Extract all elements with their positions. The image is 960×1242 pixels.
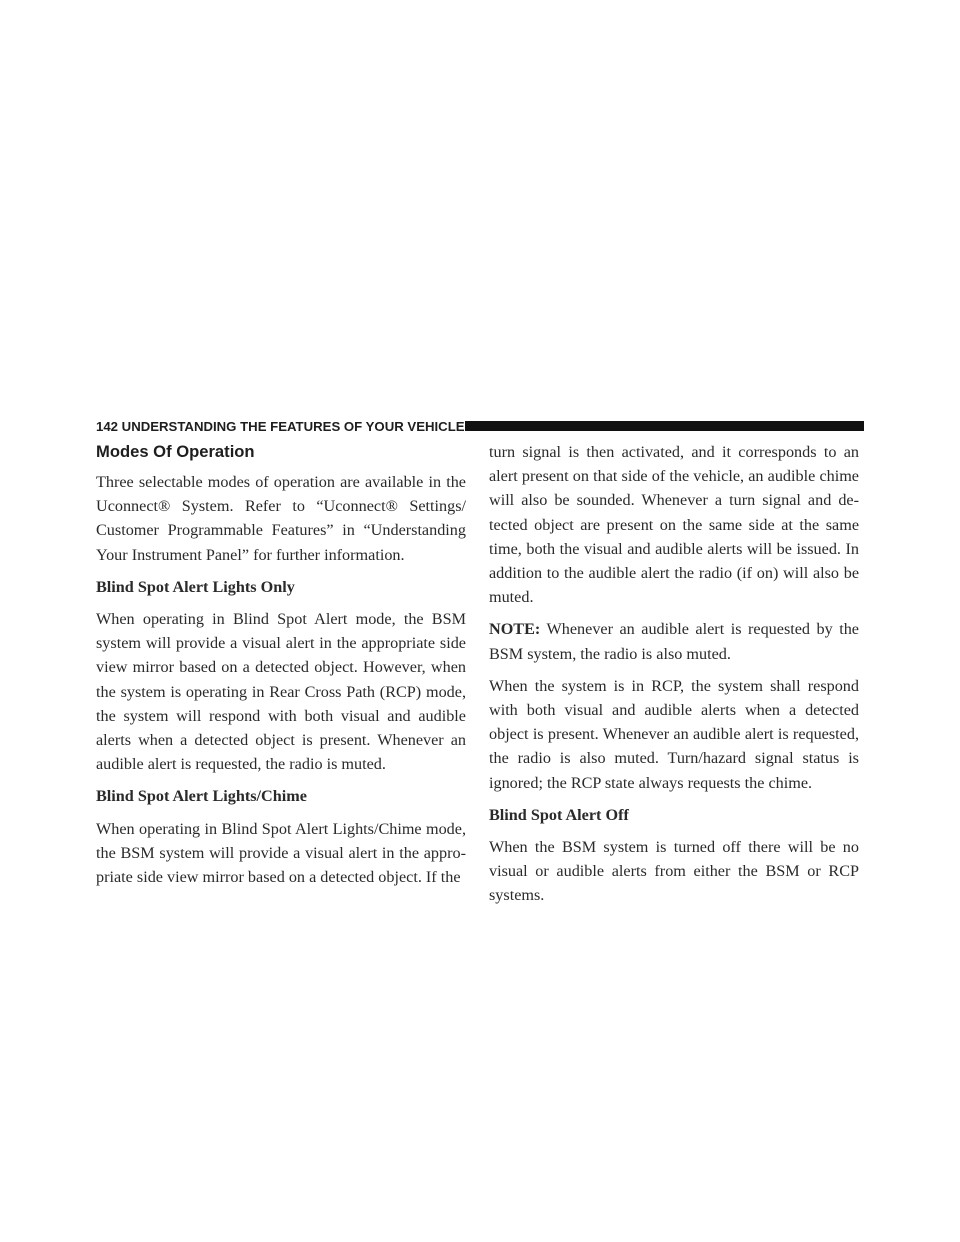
note-text: Whenever an audible alert is requested by the BSM system, the radio is also muted. bbox=[489, 620, 859, 663]
section-heading-modes-of-operation: Modes Of Operation bbox=[96, 442, 255, 461]
intro-paragraph: Three selectable modes of operation are available in the Uconnect® System. Refer to “Uconnect® Settings/ Customer Programmable Features” in “Understanding Your Instrument Panel” for further information. bbox=[96, 473, 466, 564]
right-column bbox=[489, 440, 859, 916]
lights-only-paragraph: When operating in Blind Spot Alert mode, the BSM system will provide a visual alert in the appropriate side view mirror based on a detected object. However, when the system is operating in Rear Cross Path (RCP) mode, the system will respond with both visual and audible alerts when a detected object is present. Whenever an audible alert is requested, the radio is muted. bbox=[96, 610, 466, 774]
note-paragraph bbox=[489, 617, 859, 665]
lights-chime-paragraph-continued: turn signal is then activated, and it corresponds to an alert present on that side of the vehicle, an audible chime will also be sounded. Whenever a turn signal and de-tected object are present on the same side at the same time, both the visual and audible alerts will be issued. In addition to the audible alert the radio (if on) will also be muted. bbox=[489, 443, 859, 607]
subheading-lights-only: Blind Spot Alert Lights Only bbox=[96, 577, 295, 596]
running-header bbox=[96, 418, 864, 438]
page-number-chapter-title: 142 UNDERSTANDING THE FEATURES OF YOUR VEHICLE bbox=[96, 419, 465, 434]
rcp-paragraph: When the system is in RCP, the system shall respond with both visual and audible alerts when a detected object is present. Whenever an audible alert is requested, the radio is also muted. Turn/hazard signal status is ignored; the RCP state always requests the chime. bbox=[489, 676, 859, 792]
lights-chime-paragraph: When operating in Blind Spot Alert Lights/Chime mode, the BSM system will provide a visual alert in the appro-priate side view mirror based on a detected object. If the bbox=[96, 819, 466, 887]
subheading-lights-chime: Blind Spot Alert Lights/Chime bbox=[96, 787, 307, 806]
header-rule bbox=[465, 421, 864, 431]
left-column bbox=[96, 440, 466, 897]
note-label: NOTE: bbox=[489, 620, 541, 639]
alert-off-paragraph: When the BSM system is turned off there will be no visual or audible alerts from either the BSM or RCP systems. bbox=[489, 838, 859, 905]
subheading-alert-off: Blind Spot Alert Off bbox=[489, 805, 629, 824]
